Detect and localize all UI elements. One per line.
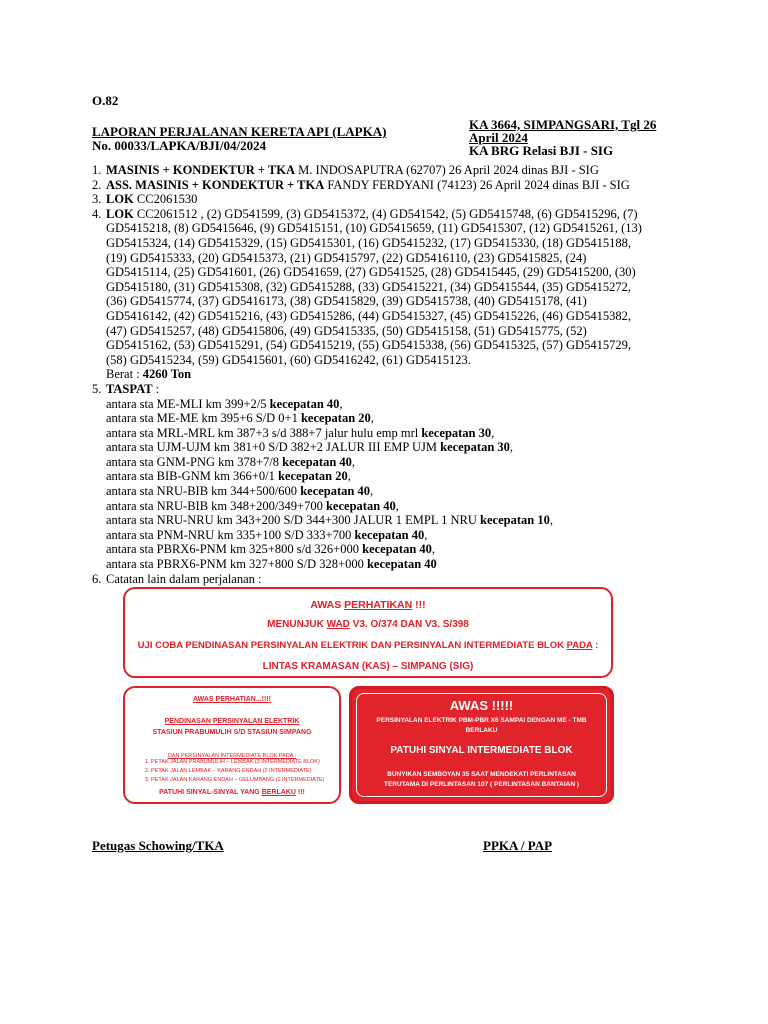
speed-restriction-speed: kecepatan 40 [325,498,396,513]
speed-restriction-line [106,469,672,484]
item-value: M. INDOSAPUTRA (62707) 26 April 2024 dinas BJI - SIG [295,163,599,177]
wagon-line: GD5415180, (31) GD5415308, (32) GD5415288, (33) GD5415221, (34) GD5415544, (35) GD5415272, [106,279,631,294]
signature-left: Petugas Schowing/TKA [92,838,224,853]
notice-text: AWAS [310,599,345,611]
item-number: 4. [92,206,102,221]
speed-restriction-location: antara sta MRL-MRL km 387+3 s/d 388+7 jalur hulu emp mrl [106,425,422,440]
speed-restriction-speed: kecepatan 30 [440,440,510,455]
item-lok [92,192,672,207]
notice-text: UJI COBA PENDINASAN PERSINYALAN ELEKTRIK DAN PERSINYALAN INTERMEDIATE BLOK [137,640,567,651]
notice-right-title: AWAS !!!!! [449,698,514,713]
wagon-line: GD5416142, (42) GD5415216, (43) GD5415286, (44) GD5415327, (45) GD5415226, (46) GD5415382, [106,308,631,323]
speed-restriction-speed: kecepatan 40 [282,454,352,469]
notice-left-subtitle: DAN PERSINYALAN INTERMEDIATE BLOK PADA : [167,753,297,759]
speed-restriction-end: , [424,527,428,542]
train-info-line2: April 2024 [469,130,528,145]
item-value: Catatan lain dalam perjalanan : [106,571,262,586]
speed-restriction-end: , [395,498,399,513]
speed-restriction-speed: kecepatan 40 [354,527,425,542]
item-label: LOK [106,206,134,221]
item-number: 6. [92,571,102,586]
speed-restriction-location: antara sta PBRX6-PNM km 325+800 s/d 326+000 [106,542,363,557]
speed-restriction-speed: kecepatan 20 [300,411,371,426]
notice-left-title: AWAS PERHATIAN...!!!! [192,696,272,703]
notice-left [123,686,341,804]
notice-right-line: BERLAKU [465,727,498,734]
speed-restriction-location: antara sta GNM-PNG km 378+7/8 [106,454,283,469]
wagon-line: (58) GD5415234, (59) GD5415601, (60) GD5416242, (61) GD5415123. [106,352,471,367]
notice-text: PATUHI SINYAL-SINYAL YANG [159,789,262,796]
report-title-block [92,125,386,153]
item-label: LOK [106,192,134,207]
wagon-line: (47) GD5415257, (48) GD5415806, (49) GD5415335, (50) GD5415158, (51) GD5415775, (52) [106,323,587,338]
speed-restriction-end: , [549,513,553,528]
speed-restriction-end: , [370,411,374,426]
notice-left-subtitle: STASIUN PRABUMULIH S/D STASIUN SIMPANG [152,729,312,736]
wagon-line: CC2061512 , (2) GD541599, (3) GD5415372, (4) GD541542, (5) GD5415748, (6) GD5415296, (7) [133,206,638,221]
speed-restriction-line [106,484,672,499]
train-info-line1: KA 3664, SIMPANGSARI, Tgl 26 [469,117,657,132]
item-rangkaian [92,207,672,382]
weight-line [106,367,672,382]
item-masinis [92,163,672,178]
notice-top-line2 [125,619,611,630]
speed-restriction-end: , [369,484,374,499]
speed-restriction-end: , [351,454,356,469]
report-number: No. 00033/LAPKA/BJI/04/2024 [92,138,267,153]
notice-text: V3. O/374 DAN V3. S/398 [349,619,469,630]
wagon-line: GD5415114, (25) GD541601, (26) GD541659, (27) GD541525, (28) GD5415445, (29) GD5415200, (30) [106,265,636,280]
notice-left-footer [125,789,339,796]
item-catatan [92,572,672,587]
train-relation: KA BRG Relasi BJI - SIG [469,143,614,158]
speed-restriction-location: antara sta PNM-NRU km 335+100 S/D 333+700 [106,527,355,542]
notice-top-line3 [125,640,611,651]
wagon-line: (19) GD5415333, (20) GD5415373, (21) GD5415797, (22) GD5416110, (23) GD5415825, (24) [106,250,587,265]
speed-restriction-location: antara sta NRU-NRU km 343+200 S/D 344+300 JALUR 1 EMPL 1 NRU [106,513,481,528]
speed-restriction-line [106,455,672,470]
wagon-line: (36) GD5415774, (37) GD5416173, (38) GD5415829, (39) GD5415738, (40) GD5415178, (41) [106,294,587,309]
notice-right [349,686,614,804]
notice-top-line4: LINTAS KRAMASAN (KAS) – SIMPANG (SIG) [262,661,474,672]
speed-restriction-speed: kecepatan 40 [366,557,437,572]
speed-restriction-end: , [431,542,436,557]
speed-restriction-location: antara sta ME-ME km 395+6 S/D 0+1 [106,411,301,426]
speed-restriction-line [106,499,672,514]
item-number: 2. [92,177,102,192]
notice-left-subtitle: PENDINASAN PERSINYALAN ELEKTRIK [164,718,300,725]
notice-text: : [592,640,599,651]
speed-restriction-end: , [347,469,351,484]
notice-text: WAD [326,619,350,630]
speed-restriction-end: , [509,440,514,455]
speed-restriction-location: antara sta NRU-BIB km 348+200/349+700 [106,498,326,513]
notice-text: !!! [412,599,426,611]
notice-text: !!! [295,789,305,796]
notice-text: PERHATIKAN [344,599,413,611]
speed-restriction-speed: kecepatan 40 [269,396,340,411]
speed-restriction-line [106,528,672,543]
notice-text: MENUNJUK [267,619,327,630]
item-number: 1. [92,163,102,177]
notice-text: PADA [566,640,593,651]
speed-restriction-line [106,513,672,528]
speed-restriction-line [106,542,672,557]
speed-restriction-speed: kecepatan 40 [300,484,370,499]
speed-restriction-location: antara sta NRU-BIB km 344+500/600 [106,484,301,499]
notice-text: BERLAKU [261,789,296,796]
item-ass-masinis [92,178,672,193]
report-title: LAPORAN PERJALANAN KERETA API (LAPKA) [92,124,387,139]
item-number: 3. [92,192,102,207]
speed-restriction-location: antara sta UJM-UJM km 381+0 S/D 382+2 JALUR III EMP UJM [106,440,441,455]
item-number: 5. [92,381,102,396]
speed-restriction-speed: kecepatan 20 [277,469,348,484]
item-value: CC2061530 [133,192,198,207]
weight-value: 4260 Ton [142,367,192,382]
notice-right-emphasis: PATUHI SINYAL INTERMEDIATE BLOK [390,745,573,756]
speed-restriction-line [106,426,672,441]
weight-label: Berat : [106,367,143,382]
item-taspat [92,382,672,572]
signature-right: PPKA / PAP [483,838,553,853]
item-label: ASS. MASINIS + KONDEKTUR + TKA [106,177,325,192]
item-label: MASINIS + KONDEKTUR + TKA [106,163,296,177]
speed-restriction-line [106,397,672,412]
document-code: O.82 [92,93,119,108]
item-label: TASPAT [106,381,153,396]
notice-right-line: TERUTAMA DI PERLINTASAN 107 ( PERLINTASAN BANTAIAN ) [384,781,579,788]
speed-restriction-line [106,557,672,572]
notice-top-line1 [125,599,611,611]
item-value: FANDY FERDYANI (74123) 26 April 2024 dinas BJI - SIG [324,177,630,192]
speed-restriction-end: , [491,425,495,440]
notice-top [123,587,613,678]
notice-left-list-item: 3. PETAK JALAN KARANG ENDAH – GELUMBANG (1 INTERMEDIATE) [151,776,324,785]
speed-restriction-end: , [339,396,343,411]
notice-right-line: BUNYIKAN SEMBOYAN 35 SAAT MENDEKATI PERLINTASAN [387,771,576,778]
speed-restriction-line [106,440,672,455]
speed-restriction-speed: kecepatan 10 [480,513,550,528]
report-items [92,163,672,586]
wagon-line: GD5415218, (8) GD5415646, (9) GD5415151, (10) GD5415659, (11) GD5415307, (12) GD5415261, (13) [106,221,642,236]
item-label-suffix: : [152,381,160,396]
speed-restriction-list [106,397,672,572]
train-info-block [469,118,669,157]
notice-left-list-item: 1. PETAK JALAN PRABUMULIH – LEMBAK (3 INTERMEDIATE BLOK) [151,758,324,767]
notice-left-list-item: 2. PETAK JALAN LEMBAK – KARANG ENDAH (2 INTERMEDIATE) [151,767,324,776]
notice-left-list [141,758,324,785]
speed-restriction-location: antara sta PBRX6-PNM km 327+800 S/D 328+000 [106,557,367,572]
speed-restriction-speed: kecepatan 30 [421,425,492,440]
speed-restriction-speed: kecepatan 40 [362,542,432,557]
speed-restriction-location: antara sta BIB-GNM km 366+0/1 [106,469,278,484]
wagon-line: GD5415162, (53) GD5415291, (54) GD5415219, (55) GD5415338, (56) GD5415325, (57) GD5415729, [106,338,631,353]
speed-restriction-line [106,411,672,426]
notice-right-line: PERSINYALAN ELEKTRIK PBM-PBR X6 SAMPAI DENGAN ME - TMB [376,717,587,724]
speed-restriction-location: antara sta ME-MLI km 399+2/5 [106,396,270,411]
wagon-line: GD5415324, (14) GD5415329, (15) GD5415301, (16) GD5415232, (17) GD5415330, (18) GD5415188, [106,235,631,250]
